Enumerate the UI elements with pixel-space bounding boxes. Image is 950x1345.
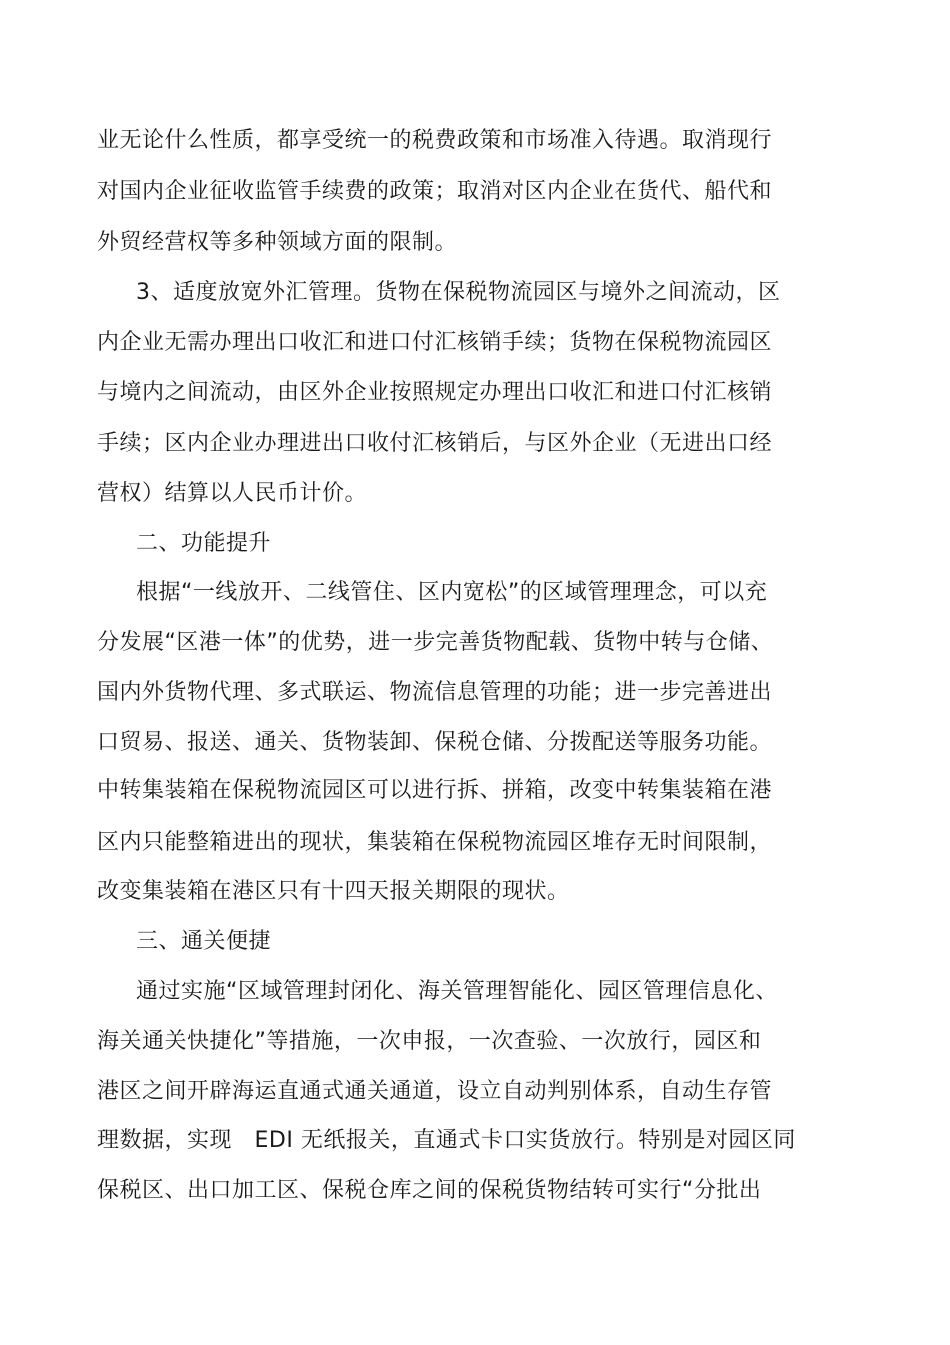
text-line: 通过实施“区域管理封闭化、海关管理智能化、园区管理信息化、 — [136, 979, 778, 1004]
text-line: 手续；区内企业办理进出口收付汇核销后，与区外企业（无进出口经 — [97, 431, 773, 456]
text-line: 口贸易、报送、通关、货物装卸、保税仓储、分拨配送等服务功能。 — [97, 730, 773, 755]
text-line: 与境内之间流动，由区外企业按照规定办理出口收汇和进口付汇核销 — [97, 380, 773, 405]
section-heading: 三、通关便捷 — [136, 929, 272, 954]
text-line: 国内外货物代理、多式联运、物流信息管理的功能；进一步完善进出 — [97, 680, 773, 705]
text-line: 3、适度放宽外汇管理。货物在保税物流园区与境外之间流动，区 — [136, 280, 781, 305]
text-line: 对国内企业征收监管手续费的政策；取消对区内企业在货代、船代和 — [97, 179, 773, 204]
text-line: 营权）结算以人民币计价。 — [97, 481, 368, 506]
text-line: 区内只能整箱进出的现状，集装箱在保税物流园区堆存无时间限制， — [97, 830, 773, 855]
text-line: 海关通关快捷化”等措施，一次申报，一次查验、一次放行，园区和 — [97, 1029, 762, 1054]
text-line: 业无论什么性质，都享受统一的税费政策和市场准入待遇。取消现行 — [97, 128, 773, 153]
text-line: 保税区、出口加工区、保税仓库之间的保税货物结转可实行“分批出 — [97, 1178, 762, 1203]
text-line: 根据“一线放开、二线管住、区内宽松”的区域管理理念，可以充 — [136, 580, 768, 605]
text-line: 港区之间开辟海运直通式通关通道，设立自动判别体系，自动生存管 — [97, 1079, 773, 1104]
text-line: 理数据，实现 EDI 无纸报关，直通式卡口实货放行。特别是对园区同 — [97, 1128, 796, 1153]
text-line: 内企业无需办理出口收汇和进口付汇核销手续；货物在保税物流园区 — [97, 330, 773, 355]
section-heading: 二、功能提升 — [136, 531, 272, 556]
text-line: 改变集装箱在港区只有十四天报关期限的现状。 — [97, 879, 570, 904]
text-line: 外贸经营权等多种领域方面的限制。 — [97, 230, 458, 255]
text-line: 分发展“区港一体”的优势，进一步完善货物配载、货物中转与仓储、 — [97, 630, 774, 655]
text-line: 中转集装箱在保税物流园区可以进行拆、拼箱，改变中转集装箱在港 — [97, 778, 773, 803]
